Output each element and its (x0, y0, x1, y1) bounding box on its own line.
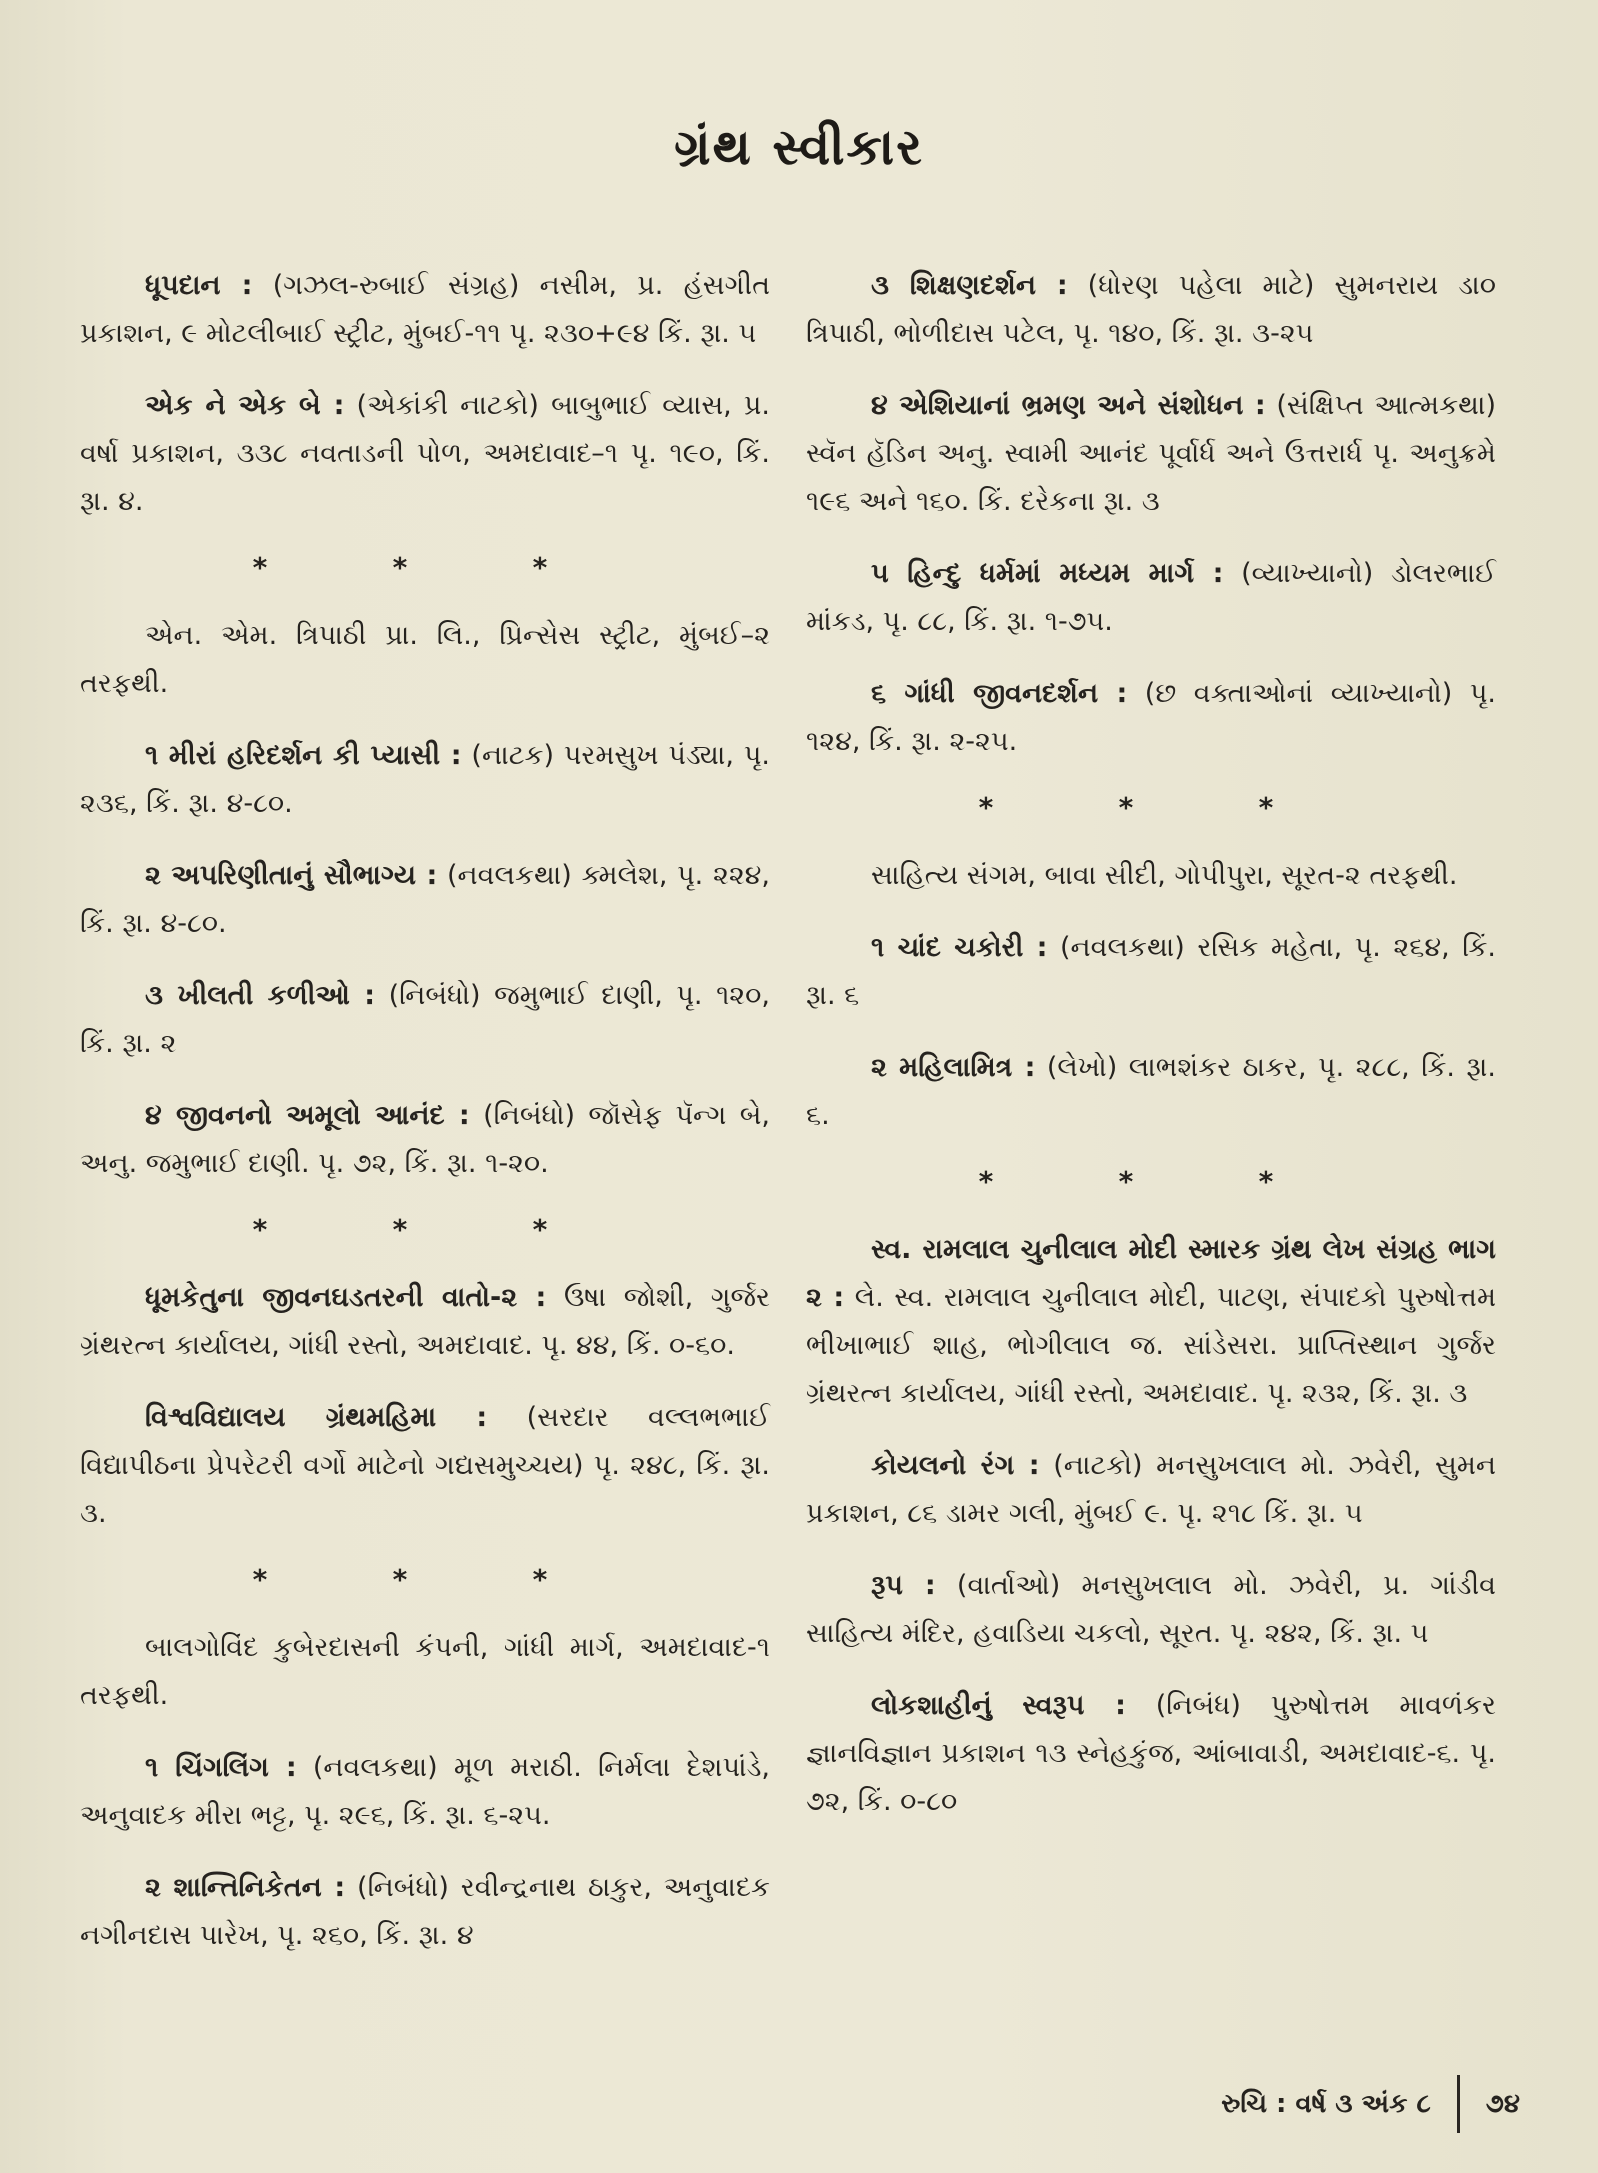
left-column (80, 262, 770, 1984)
section-divider-stars (190, 1212, 610, 1248)
book-entry (806, 852, 1496, 900)
book-details: (નિબંધો) જમુભાઈ દાણી, પૃ. ૧૨૦, કિં. રૂા. ૨ (80, 980, 770, 1059)
book-details: (વ્યાખ્યાનો) ડોલરભાઈ માંકડ, પૃ. ૮૮, કિં. રૂા. ૧-૭૫. (806, 558, 1496, 637)
section-divider-stars (916, 790, 1336, 826)
book-entry (80, 1092, 770, 1188)
divider-star: * (532, 1563, 548, 1596)
book-details: (નિબંધો) રવીન્દ્રનાથ ઠાકુર, અનુવાદક નગીનદાસ પારેખ, પૃ. ૨૬૦, કિં. રૂા. ૪ (80, 1872, 770, 1951)
book-entry (806, 550, 1496, 646)
book-entry (806, 670, 1496, 766)
footer-divider (1457, 2075, 1460, 2133)
book-title: ૧ ચાંદ ચકોરી : (871, 932, 1048, 963)
divider-star: * (252, 1213, 268, 1246)
book-details: લે. સ્વ. રામલાલ ચુનીલાલ મોદી, પાટણ, સંપાદકો પુરુષોત્તમ ભીખાભાઈ શાહ, ભોગીલાલ જ. સાંડેસરા. પ્રાપ્તિસ્થાન ગુર્જર ગ્રંથરત્ન કાર્યાલય, ગાંધી રસ્તો, અમદાવાદ. પૃ. ૨૩૨, કિં. રૂા. ૩ (806, 1282, 1497, 1409)
page-footer (1060, 2075, 1520, 2133)
book-entry (80, 852, 770, 948)
book-entry (80, 1394, 770, 1538)
divider-star: * (978, 1165, 994, 1198)
divider-star: * (532, 551, 548, 584)
book-title: ૪ જીવનનો અમૂલો આનંદ : (145, 1100, 470, 1131)
book-entry (806, 924, 1496, 1020)
page-title: ગ્રંથ સ્વીકાર (674, 118, 924, 176)
right-column (806, 262, 1496, 1850)
issue-label: રુચિ : વર્ષ ૩ અંક ૮ (1221, 2088, 1431, 2119)
book-title: વિશ્વવિદ્યાલય ગ્રંથમહિમા : (145, 1402, 488, 1433)
book-entry (80, 1624, 770, 1720)
divider-star: * (392, 1563, 408, 1596)
book-entry (80, 1274, 770, 1370)
divider-star: * (252, 551, 268, 584)
book-details: (નિબંધ) પુરુષોત્તમ માવળંકર જ્ઞાનવિજ્ઞાન પ્રકાશન ૧૩ સ્નેહકુંજ, આંબાવાડી, અમદાવાદ-૬. પૃ. ૭૨, કિં. ૦-૮૦ (806, 1690, 1496, 1817)
section-divider-stars (916, 1164, 1336, 1200)
book-details: બાલગોવિંદ કુબેરદાસની કંપની, ગાંધી માર્ગ, અમદાવાદ-૧ તરફથી. (80, 1632, 770, 1711)
book-entry (806, 1044, 1496, 1140)
book-details: (સરદાર વલ્લભભાઈ વિદ્યાપીઠના પ્રેપરેટરી વર્ગો માટેનો ગદ્યસમુચ્ચય) પૃ. ૨૪૮, કિં. રૂા. ૩. (80, 1402, 770, 1529)
book-details: ઉષા જોશી, ગુર્જર ગ્રંથરત્ન કાર્યાલય, ગાંધી રસ્તો, અમદાવાદ. પૃ. ૪૪, કિં. ૦-૬૦. (80, 1282, 770, 1361)
book-details: (છ વક્તાઓનાં વ્યાખ્યાનો) પૃ. ૧૨૪, કિં. રૂા. ૨-૨૫. (806, 678, 1496, 757)
book-details: (નવલકથા) ક્મલેશ, પૃ. ૨૨૪, કિં. રૂા. ૪-૮૦. (80, 860, 770, 939)
book-entry (806, 1682, 1496, 1826)
book-entry (806, 1562, 1496, 1658)
section-divider-stars (190, 550, 610, 586)
book-title: રૂપ : (871, 1570, 936, 1601)
book-title: સ્વ. રામલાલ ચુનીલાલ મોદી સ્મારક ગ્રંથ લેખ સંગ્રહ ભાગ ૨ : (806, 1234, 1496, 1313)
book-entry (80, 732, 770, 828)
book-entry (806, 1442, 1496, 1538)
book-title: ૧ ચિંગલિંગ : (145, 1752, 297, 1783)
book-title: એક ને એક બે : (145, 390, 345, 421)
divider-star: * (392, 1213, 408, 1246)
section-divider-stars (190, 1562, 610, 1598)
book-entry (806, 262, 1496, 358)
book-details: (નવલકથા) મૂળ મરાઠી. નિર્મલા દેશપાંડે, અનુવાદક મીરા ભટ્ટ, પૃ. ૨૯૬, કિં. રૂા. ૬-૨૫. (80, 1752, 770, 1831)
book-title: ૬ ગાંધી જીવનદર્શન : (871, 678, 1128, 709)
book-details: (નવલકથા) રસિક મહેતા, પૃ. ૨૬૪, કિં. રૂા. ૬ (806, 932, 1496, 1011)
book-title: કોયલનો રંગ : (871, 1450, 1040, 1481)
book-title: ધૂપદાન : (145, 270, 253, 301)
book-title: ૧ મીરાં હરિદર્શન કી પ્યાસી : (145, 740, 462, 771)
book-entry (80, 612, 770, 708)
book-details: (નિબંધો) જૉસેફ પૅન્ગ બે, અનુ. જમુભાઈ દાણી. પૃ. ૭૨, કિં. રૂા. ૧-૨૦. (80, 1100, 770, 1179)
book-details: (સંક્ષિપ્ત આત્મકથા) સ્વૅન હૅડિન અનુ. સ્વામી આનંદ પૂર્વાર્ધ અને ઉત્તરાર્ધ પૃ. અનુક્રમે ૧૯૬ અને ૧૬૦. કિં. દરેકના રૂા. ૩ (806, 390, 1496, 517)
page-number: ૭૪ (1485, 2088, 1520, 2119)
book-details: (નાટકો) મનસુખલાલ મો. ઝવેરી, સુમન પ્રકાશન, ૮૬ ડામર ગલી, મુંબઈ ૯. પૃ. ૨૧૮ કિં. રૂા. ૫ (806, 1450, 1496, 1529)
divider-star: * (252, 1563, 268, 1596)
divider-star: * (1258, 791, 1274, 824)
book-details: (નાટક) પરમસુખ પંડ્યા, પૃ. ૨૩૬, કિં. રૂા. ૪-૮૦. (80, 740, 770, 819)
divider-star: * (392, 551, 408, 584)
book-title: ૩ શિક્ષણદર્શન : (871, 270, 1068, 301)
book-details: સાહિત્ય સંગમ, બાવા સીદી, ગોપીપુરા, સૂરત-૨ તરફથી. (871, 860, 1458, 891)
book-details: (વાર્તાઓ) મનસુખલાલ મો. ઝવેરી, પ્ર. ગાંડીવ સાહિત્ય મંદિર, હવાડિયા ચકલો, સૂરત. પૃ. ૨૪૨, કિં. રૂા. ૫ (806, 1570, 1496, 1649)
book-title: ધૂમકેતુના જીવનઘડતરની વાતો-૨ : (145, 1282, 547, 1313)
book-details: (ગઝલ-રુબાઈ સંગ્રહ) નસીમ, પ્ર. હંસગીત પ્રકાશન, ૯ મોટલીબાઈ સ્ટ્રીટ, મુંબઈ-૧૧ પૃ. ૨૩૦+૯૪ કિં. રૂા. ૫ (80, 270, 771, 349)
book-title: ૨ અપરિણીતાનું સૌભાગ્ય : (145, 860, 438, 891)
divider-star: * (1258, 1165, 1274, 1198)
book-entry (80, 972, 770, 1068)
book-details: (એકાંકી નાટકો) બાબુભાઈ વ્યાસ, પ્ર. વર્ષા પ્રકાશન, ૩૩૮ નવતાડની પોળ, અમદાવાદ–૧ પૃ. ૧૯૦, કિં. રૂા. ૪. (80, 390, 770, 517)
divider-star: * (1118, 1165, 1134, 1198)
divider-star: * (978, 791, 994, 824)
book-entry (806, 1226, 1496, 1418)
book-title: ૩ ખીલતી કળીઓ : (145, 980, 376, 1011)
book-details: (લેખો) લાભશંકર ઠાકર, પૃ. ૨૮૮, કિં. રૂા. ૬. (806, 1052, 1496, 1131)
book-title: ૨ શાન્તિનિકેતન : (145, 1872, 346, 1903)
book-entry (806, 382, 1496, 526)
book-title: ૨ મહિલામિત્ર : (871, 1052, 1036, 1083)
book-details: એન. એમ. ત્રિપાઠી પ્રા. લિ., પ્રિન્સેસ સ્ટ્રીટ, મુંબઈ–૨ તરફથી. (80, 620, 770, 699)
book-details: (ધોરણ પહેલા માટે) સુમનરાય ડા૦ ત્રિપાઠી, ભોળીદાસ પટેલ, પૃ. ૧૪૦, કિં. રૂા. ૩-૨૫ (806, 270, 1496, 349)
book-title: ૫ હિન્દુ ધર્મમાં મધ્યમ માર્ગ : (871, 558, 1224, 589)
divider-star: * (1118, 791, 1134, 824)
divider-star: * (532, 1213, 548, 1246)
book-entry (80, 1744, 770, 1840)
book-entry (80, 262, 770, 358)
book-title: લોકશાહીનું સ્વરૂપ : (871, 1690, 1126, 1721)
book-entry (80, 1864, 770, 1960)
book-entry (80, 382, 770, 526)
book-title: ૪ એશિયાનાં ભ્રમણ અને સંશોધન : (871, 390, 1266, 421)
